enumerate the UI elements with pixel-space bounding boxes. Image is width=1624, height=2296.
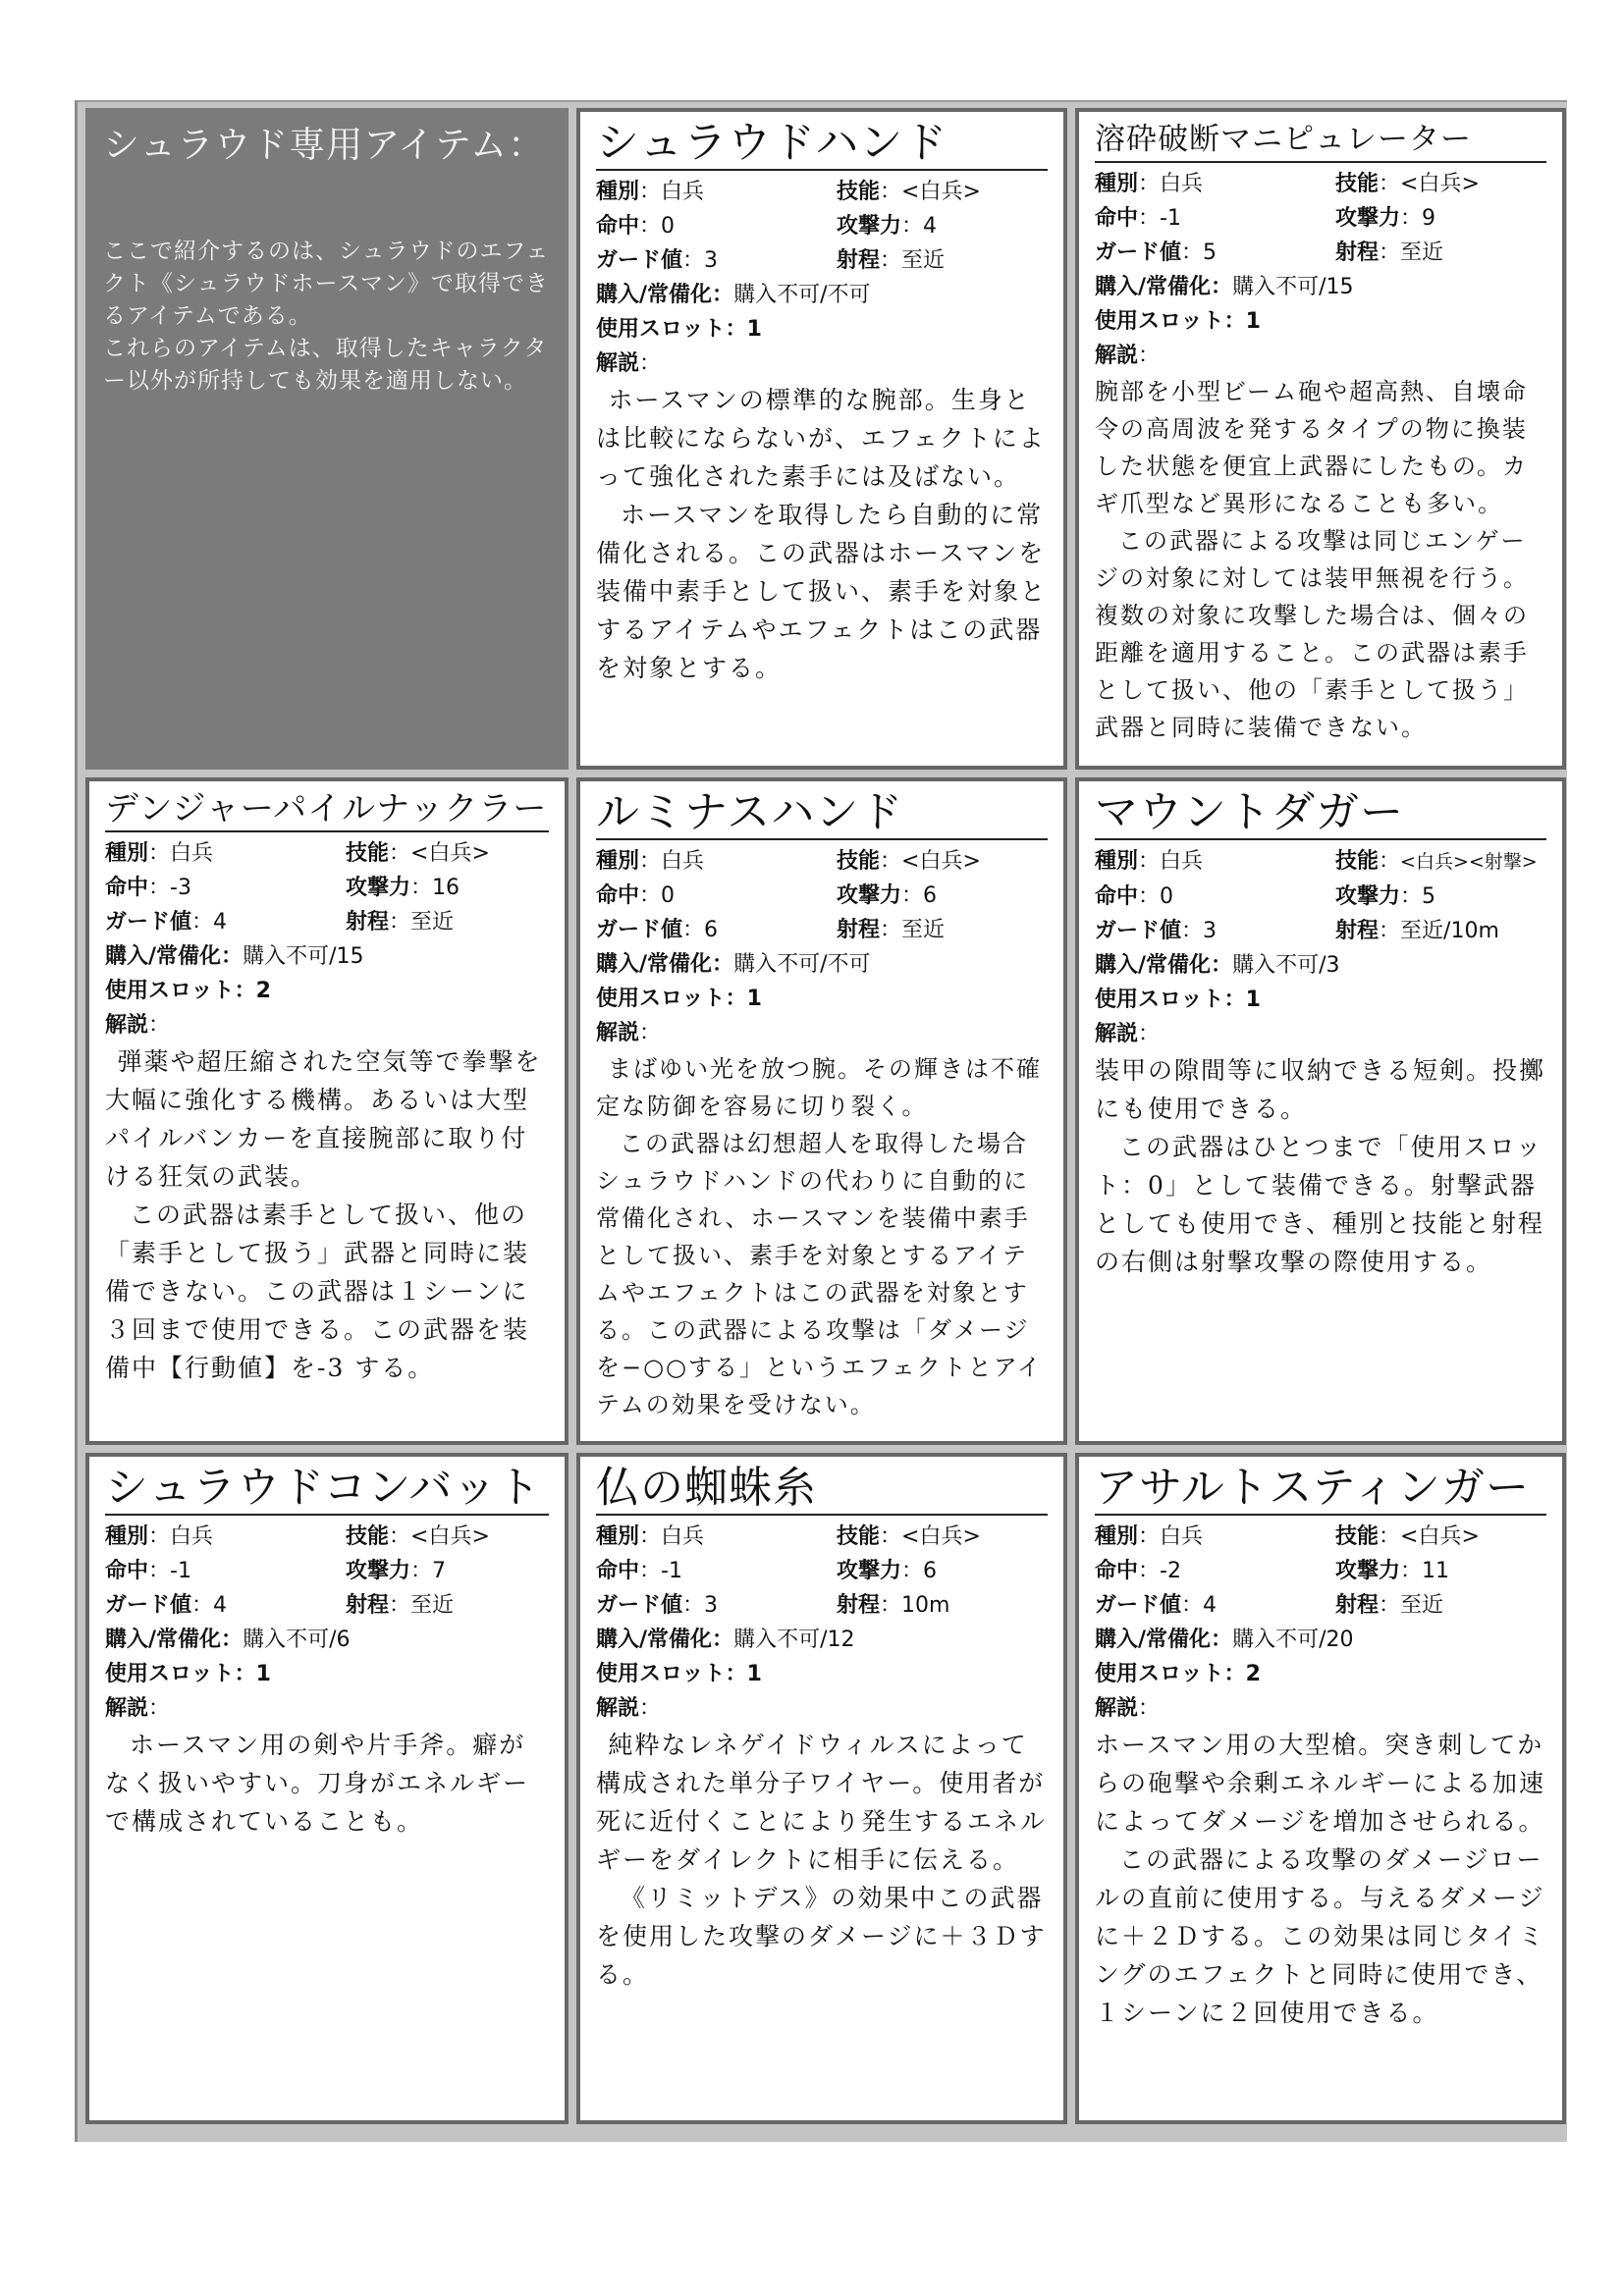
attack-label: 攻撃力 bbox=[1335, 206, 1401, 231]
accuracy-label: 命中 bbox=[105, 876, 149, 900]
item-name: シュラウドハンド bbox=[596, 120, 1048, 171]
guard-value: 4 bbox=[213, 1593, 228, 1618]
accuracy-label: 命中 bbox=[596, 883, 640, 908]
range-value: 至近 bbox=[410, 910, 455, 934]
skill-label: 技能 bbox=[837, 849, 881, 874]
guard-label: ガード値 bbox=[596, 918, 683, 942]
guard-label: ガード値 bbox=[596, 248, 683, 273]
desc-paragraph: ホースマンを取得したら自動的に常備化される。この武器はホースマンを装備中素手として扱い、素手を対象とするアイテムやエフェクトはこの武器を対象とする。 bbox=[596, 501, 1048, 682]
skill-value: <白兵> bbox=[410, 841, 490, 866]
item-description bbox=[105, 1726, 549, 1841]
type-label: 種別 bbox=[1095, 172, 1139, 196]
guard-value: 4 bbox=[213, 910, 228, 934]
accuracy-label: 命中 bbox=[596, 1559, 640, 1583]
guard-label: ガード値 bbox=[105, 1593, 192, 1618]
range-label: 射程 bbox=[837, 918, 881, 942]
slot-label: 使用スロット bbox=[1095, 309, 1224, 334]
purchase-value: 購入不可/3 bbox=[1232, 953, 1340, 978]
desc-paragraph: この武器はひとつまで「使用スロット：0」として装備できる。射撃武器としても使用でき、種別と技能と射程の右側は射撃攻撃の際使用する。 bbox=[1095, 1133, 1545, 1276]
guard-value: 3 bbox=[1203, 919, 1218, 943]
desc-paragraph: この武器による攻撃のダメージロールの直前に使用する。与えるダメージに＋２Ｄする。この効果は同じタイミングのエフェクトと同時に使用でき、１シーンに２回使用できる。 bbox=[1095, 1845, 1545, 2027]
desc-paragraph: この武器は素手として扱い、他の「素手として扱う」武器と同時に装備できない。この武器は１シーンに３回まで使用できる。この武器を装備中【行動値】を-3 する。 bbox=[105, 1201, 530, 1382]
range-value: 至近 bbox=[1400, 1593, 1444, 1618]
desc-paragraph: まばゆい光を放つ腕。その輝きは不確定な防御を容易に切り裂く。 bbox=[596, 1055, 1042, 1120]
type-label: 種別 bbox=[105, 841, 149, 866]
accuracy-value: 0 bbox=[661, 883, 676, 908]
slot-value: 1 bbox=[255, 1662, 271, 1686]
item-name: マウントダガー bbox=[1095, 789, 1546, 840]
skill-value: <白兵> bbox=[901, 180, 981, 204]
skill-label: 技能 bbox=[1335, 849, 1380, 874]
slot-label: 使用スロット bbox=[596, 987, 726, 1011]
purchase-value: 購入不可/15 bbox=[1232, 275, 1354, 299]
accuracy-value: 0 bbox=[1160, 884, 1174, 909]
attack-label: 攻撃力 bbox=[346, 876, 411, 900]
skill-label: 技能 bbox=[837, 1524, 881, 1549]
attack-value: 9 bbox=[1422, 206, 1436, 231]
slot-label: 使用スロット bbox=[105, 979, 235, 1003]
attack-label: 攻撃力 bbox=[346, 1559, 411, 1583]
desc-label: 解説 bbox=[596, 1021, 640, 1045]
purchase-label: 購入/常備化 bbox=[1095, 1628, 1212, 1652]
purchase-value: 購入不可/20 bbox=[1232, 1628, 1354, 1652]
attack-value: 11 bbox=[1422, 1559, 1450, 1583]
guard-value: 6 bbox=[704, 918, 719, 942]
accuracy-label: 命中 bbox=[596, 214, 640, 239]
accuracy-label: 命中 bbox=[105, 1559, 149, 1583]
item-card-assault-stinger: アサルトスティンガー 種別：白兵 技能：<白兵> 命中：-2 攻撃力：11 ガード値：4 射程：至近 購入/常備化：購入不可/20 使用スロット：2 解説： ホースマン用の大型槍。突き刺してからの砲撃や余剰エネルギーによる加速によってダメージを増加させられる。 この武器による攻撃のダメージロールの直前に使用する。与えるダメージに＋２Ｄする。この効果は同じタイミングのエフェクトと同時に使用でき、１シーンに２回使用できる。 bbox=[1075, 1453, 1566, 2124]
desc-paragraph: 純粋なレネゲイドウィルスによって構成された単分子ワイヤー。使用者が死に近付くことにより発生するエネルギーをダイレクトに相手に伝える。 bbox=[596, 1731, 1048, 1874]
attack-label: 攻撃力 bbox=[837, 214, 902, 239]
item-name: アサルトスティンガー bbox=[1095, 1465, 1546, 1516]
accuracy-label: 命中 bbox=[1095, 1559, 1139, 1583]
attack-label: 攻撃力 bbox=[1335, 1559, 1401, 1583]
attack-label: 攻撃力 bbox=[1335, 884, 1401, 909]
purchase-label: 購入/常備化 bbox=[596, 952, 713, 977]
item-name: シュラウドコンバット bbox=[105, 1465, 549, 1516]
type-label: 種別 bbox=[105, 1524, 149, 1549]
desc-label: 解説 bbox=[1095, 1696, 1139, 1721]
attack-value: 16 bbox=[432, 876, 460, 900]
purchase-value: 購入不可/不可 bbox=[733, 283, 871, 307]
type-value: 白兵 bbox=[170, 841, 214, 866]
range-value: 至近 bbox=[410, 1593, 455, 1618]
purchase-label: 購入/常備化 bbox=[596, 283, 713, 307]
item-description bbox=[105, 1042, 549, 1387]
intro-paragraph: これらのアイテムは、取得したキャラクター以外が所持しても効果を適用しない。 bbox=[103, 336, 548, 394]
type-label: 種別 bbox=[1095, 1524, 1139, 1549]
item-card-buddha-spider-thread: 仏の蜘蛛糸 種別：白兵 技能：<白兵> 命中：-1 攻撃力：6 ガード値：3 射程：10m 購入/常備化：購入不可/12 使用スロット：1 解説： 純粋なレネゲイドウィルスによって構成された単分子ワイヤー。使用者が死に近付くことにより発生するエネルギーをダイレクトに相手に伝える。 《リミットデス》の効果中この武器を使用した攻撃のダメージに＋３Ｄする。 bbox=[576, 1453, 1067, 2124]
desc-paragraph: 《リミットデス》の効果中この武器を使用した攻撃のダメージに＋３Ｄする。 bbox=[596, 1884, 1047, 1989]
skill-value: <白兵> bbox=[901, 1524, 981, 1549]
guard-value: 5 bbox=[1203, 240, 1218, 265]
desc-paragraph: ホースマンの標準的な腕部。生身とは比較にならないが、エフェクトによって強化された素手には及ばない。 bbox=[596, 386, 1046, 491]
range-label: 射程 bbox=[1335, 1593, 1380, 1618]
range-label: 射程 bbox=[837, 1593, 881, 1618]
skill-value: <白兵> bbox=[410, 1524, 490, 1549]
slot-value: 1 bbox=[1245, 988, 1261, 1012]
desc-label: 解説 bbox=[1095, 1022, 1139, 1046]
skill-label: 技能 bbox=[1335, 1524, 1380, 1549]
item-description bbox=[1095, 1051, 1546, 1281]
desc-paragraph: 腕部を小型ビーム砲や超高熱、自壊命令の高周波を発するタイプの物に換装した状態を便宜上武器にしたもの。カギ爪型など異形になることも多い。 bbox=[1095, 378, 1529, 517]
guard-label: ガード値 bbox=[105, 910, 192, 934]
accuracy-value: -3 bbox=[170, 876, 191, 900]
purchase-label: 購入/常備化 bbox=[105, 944, 222, 969]
range-value: 至近/10m bbox=[1400, 919, 1499, 943]
desc-label: 解説 bbox=[596, 1696, 640, 1721]
guard-label: ガード値 bbox=[1095, 1593, 1182, 1618]
skill-value: <白兵> bbox=[1400, 1524, 1480, 1549]
intro-body bbox=[103, 236, 551, 398]
accuracy-label: 命中 bbox=[1095, 206, 1139, 231]
range-value: 至近 bbox=[901, 918, 946, 942]
range-label: 射程 bbox=[346, 1593, 390, 1618]
slot-value: 2 bbox=[255, 979, 271, 1003]
desc-paragraph: ホースマン用の大型槍。突き刺してからの砲撃や余剰エネルギーによる加速によってダメージを増加させられる。 bbox=[1095, 1731, 1546, 1836]
purchase-label: 購入/常備化 bbox=[1095, 275, 1212, 299]
guard-value: 3 bbox=[704, 248, 719, 273]
purchase-value: 購入不可/12 bbox=[733, 1628, 855, 1652]
skill-label: 技能 bbox=[1335, 172, 1380, 196]
range-label: 射程 bbox=[346, 910, 390, 934]
item-card-luminous-hand: ルミナスハンド 種別：白兵 技能：<白兵> 命中：0 攻撃力：6 ガード値：6 射程：至近 購入/常備化：購入不可/不可 使用スロット：1 解説： まばゆい光を放つ腕。その輝きは不確定な防御を容易に切り裂く。 この武器は幻想超人を取得した場合シュラウドハンドの代わりに自動的に常備化され、ホースマンを装備中素手として扱い、素手を対象とするアイテムやエフェクトはこの武器を対象とする。この武器による攻撃は「ダメージを−○○する」というエフェクトとアイテムの効果を受けない。 bbox=[576, 777, 1067, 1445]
purchase-value: 購入不可/不可 bbox=[733, 952, 871, 977]
attack-label: 攻撃力 bbox=[837, 883, 902, 908]
item-name: デンジャーパイルナックラー bbox=[105, 789, 549, 832]
slot-value: 2 bbox=[1245, 1662, 1261, 1686]
guard-label: ガード値 bbox=[1095, 919, 1182, 943]
guard-label: ガード値 bbox=[1095, 240, 1182, 265]
desc-label: 解説 bbox=[596, 351, 640, 376]
skill-label: 技能 bbox=[837, 180, 881, 204]
item-description bbox=[596, 1050, 1048, 1423]
purchase-value: 購入不可/6 bbox=[243, 1628, 351, 1652]
attack-value: 6 bbox=[923, 883, 938, 908]
slot-value: 1 bbox=[746, 317, 762, 342]
type-label: 種別 bbox=[596, 180, 640, 204]
purchase-label: 購入/常備化 bbox=[1095, 953, 1212, 978]
attack-value: 7 bbox=[432, 1559, 447, 1583]
intro-paragraph: ここで紹介するのは、シュラウドのエフェクト《シュラウドホースマン》で取得できるアイテムである。 bbox=[103, 239, 550, 329]
slot-label: 使用スロット bbox=[1095, 1662, 1224, 1686]
item-name: 仏の蜘蛛糸 bbox=[596, 1465, 1048, 1516]
accuracy-value: -2 bbox=[1160, 1559, 1181, 1583]
desc-label: 解説 bbox=[105, 1013, 149, 1038]
attack-label: 攻撃力 bbox=[837, 1559, 902, 1583]
range-label: 射程 bbox=[1335, 919, 1380, 943]
type-value: 白兵 bbox=[661, 849, 705, 874]
desc-paragraph: 弾薬や超圧縮された空気等で拳撃を大幅に強化する機構。あるいは大型パイルバンカーを直接腕部に取り付ける狂気の武装。 bbox=[105, 1047, 542, 1191]
purchase-value: 購入不可/15 bbox=[243, 944, 364, 969]
guard-value: 4 bbox=[1203, 1593, 1218, 1618]
desc-paragraph: ホースマン用の剣や片手斧。癖がなく扱いやすい。刀身がエネルギーで構成されていることも。 bbox=[105, 1731, 530, 1836]
range-label: 射程 bbox=[1335, 240, 1380, 265]
type-label: 種別 bbox=[596, 849, 640, 874]
slot-label: 使用スロット bbox=[105, 1662, 235, 1686]
desc-paragraph: 装甲の隙間等に収納できる短剣。投擲にも使用できる。 bbox=[1095, 1056, 1546, 1123]
desc-paragraph: この武器による攻撃は同じエンゲージの対象に対しては装甲無視を行う。複数の対象に攻撃した場合は、個々の距離を適用すること。この武器は素手として扱い、他の「素手として扱う」武器と同時に装備できない。 bbox=[1095, 527, 1529, 741]
attack-value: 4 bbox=[923, 214, 938, 239]
item-card-shroud-hand: シュラウドハンド 種別：白兵 技能：<白兵> 命中：0 攻撃力：4 ガード値：3 射程：至近 購入/常備化：購入不可/不可 使用スロット：1 解説： ホースマンの標準的な腕部。生身とは比較にならないが、エフェクトによって強化された素手には及ばない。 ホースマンを取得したら自動的に常備化される。この武器はホースマンを装備中素手として扱い、素手を対象とするアイテムやエフェクトはこの武器を対象とする。 bbox=[576, 108, 1067, 770]
slot-label: 使用スロット bbox=[596, 317, 726, 342]
item-card-fusion-manipulator: 溶砕破断マニピュレーター 種別：白兵 技能：<白兵> 命中：-1 攻撃力：9 ガード値：5 射程：至近 購入/常備化：購入不可/15 使用スロット：1 解説： 腕部を小型ビーム砲や超高熱、自壊命令の高周波を発するタイプの物に換装した状態を便宜上武器にしたもの。カギ爪型など異形になることも多い。 この武器による攻撃は同じエンゲージの対象に対しては装甲無視を行う。複数の対象に攻撃した場合は、個々の距離を適用すること。この武器は素手として扱い、他の「素手として扱う」武器と同時に装備できない。 bbox=[1075, 108, 1566, 770]
type-value: 白兵 bbox=[170, 1524, 214, 1549]
type-value: 白兵 bbox=[661, 180, 705, 204]
item-description bbox=[1095, 373, 1546, 746]
accuracy-value: 0 bbox=[661, 214, 676, 239]
slot-value: 1 bbox=[746, 987, 762, 1011]
slot-value: 1 bbox=[746, 1662, 762, 1686]
item-description bbox=[1095, 1726, 1546, 2032]
skill-value: <白兵><射撃> bbox=[1400, 851, 1538, 873]
purchase-label: 購入/常備化 bbox=[596, 1628, 713, 1652]
slot-label: 使用スロット bbox=[1095, 988, 1224, 1012]
type-value: 白兵 bbox=[1160, 172, 1204, 196]
accuracy-value: -1 bbox=[170, 1559, 191, 1583]
skill-value: <白兵> bbox=[901, 849, 981, 874]
intro-title: シュラウド専用アイテム： bbox=[103, 124, 546, 166]
attack-value: 5 bbox=[1422, 884, 1436, 909]
guard-label: ガード値 bbox=[596, 1593, 683, 1618]
item-name: ルミナスハンド bbox=[596, 789, 1048, 840]
item-name: 溶砕破断マニピュレーター bbox=[1095, 120, 1546, 163]
accuracy-value: -1 bbox=[1160, 206, 1181, 231]
slot-value: 1 bbox=[1245, 309, 1261, 334]
intro-panel bbox=[85, 108, 568, 770]
purchase-label: 購入/常備化 bbox=[105, 1628, 222, 1652]
item-card-mount-dagger: マウントダガー 種別：白兵 技能：<白兵><射撃> 命中：0 攻撃力：5 ガード値：3 射程：至近/10m 購入/常備化：購入不可/3 使用スロット：1 解説： 装甲の隙間等に収納できる短剣。投擲にも使用できる。 この武器はひとつまで「使用スロット：0」として装備できる。射撃武器としても使用でき、種別と技能と射程の右側は射撃攻撃の際使用する。 bbox=[1075, 777, 1566, 1445]
type-value: 白兵 bbox=[1160, 1524, 1204, 1549]
accuracy-label: 命中 bbox=[1095, 884, 1139, 909]
range-value: 至近 bbox=[1400, 240, 1444, 265]
range-value: 至近 bbox=[901, 248, 946, 273]
desc-paragraph: この武器は幻想超人を取得した場合シュラウドハンドの代わりに自動的に常備化され、ホースマンを装備中素手として扱い、素手を対象とするアイテムやエフェクトはこの武器を対象とする。この武器による攻撃は「ダメージを−○○する」というエフェクトとアイテムの効果を受けない。 bbox=[596, 1130, 1043, 1418]
range-value: 10m bbox=[901, 1593, 950, 1618]
accuracy-value: -1 bbox=[661, 1559, 682, 1583]
type-label: 種別 bbox=[1095, 849, 1139, 874]
attack-value: 6 bbox=[923, 1559, 938, 1583]
item-grid bbox=[75, 100, 1567, 2142]
skill-label: 技能 bbox=[346, 1524, 390, 1549]
item-card-danger-pile-knuckler: デンジャーパイルナックラー 種別：白兵 技能：<白兵> 命中：-3 攻撃力：16 ガード値：4 射程：至近 購入/常備化：購入不可/15 使用スロット：2 解説： 弾薬や超圧縮された空気等で拳撃を大幅に強化する機構。あるいは大型パイルバンカーを直接腕部に取り付ける狂気の武装。 この武器は素手として扱い、他の「素手として扱う」武器と同時に装備できない。この武器は１シーンに３回まで使用できる。この武器を装備中【行動値】を-3 する。 bbox=[85, 777, 568, 1445]
desc-label: 解説 bbox=[1095, 344, 1139, 368]
item-description bbox=[596, 381, 1048, 687]
item-description bbox=[596, 1726, 1048, 1994]
type-label: 種別 bbox=[596, 1524, 640, 1549]
item-card-shroud-combat: シュラウドコンバット 種別：白兵 技能：<白兵> 命中：-1 攻撃力：7 ガード値：4 射程：至近 購入/常備化：購入不可/6 使用スロット：1 解説： ホースマン用の剣や片手斧。癖がなく扱いやすい。刀身がエネルギーで構成されていることも。 bbox=[85, 1453, 568, 2124]
guard-value: 3 bbox=[704, 1593, 719, 1618]
skill-label: 技能 bbox=[346, 841, 390, 866]
type-value: 白兵 bbox=[1160, 849, 1204, 874]
skill-value: <白兵> bbox=[1400, 172, 1480, 196]
desc-label: 解説 bbox=[105, 1696, 149, 1721]
type-value: 白兵 bbox=[661, 1524, 705, 1549]
range-label: 射程 bbox=[837, 248, 881, 273]
slot-label: 使用スロット bbox=[596, 1662, 726, 1686]
